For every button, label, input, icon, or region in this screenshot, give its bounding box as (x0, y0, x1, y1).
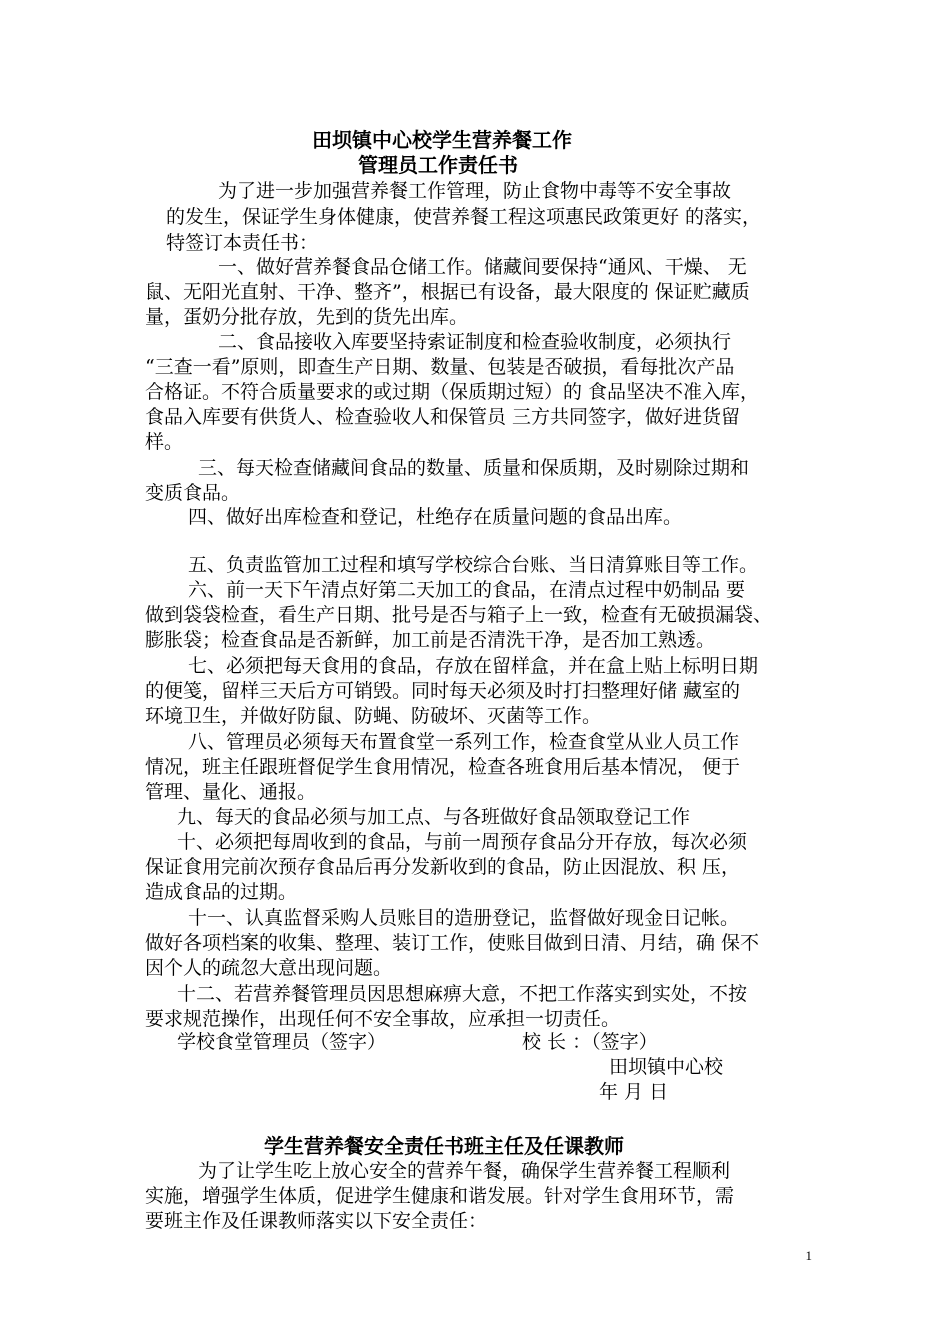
item-9-line: 九、每天的食品必须与加工点、与各班做好食品领取登记工作 (177, 806, 691, 828)
item-10-line: 十、必须把每周收到的食品，与前一周预存食品分开存放，每次必须 (177, 831, 748, 853)
item-12-line: 十二、若营养餐管理员因思想麻痹大意，不把工作落实到实处，不按 (177, 983, 748, 1005)
title-line-1: 田坝镇中心校学生营养餐工作 (312, 128, 572, 152)
item-2-line: “三查一看”原则，即查生产日期、数量、包装是否破损，看每批次产品 (145, 356, 735, 378)
item-6-line: 做到袋袋检查，看生产日期、批号是否与箱子上一致，检查有无破损漏袋、 (145, 604, 773, 626)
section-2-line: 要班主作及任课教师落实以下安全责任： (145, 1210, 488, 1232)
item-7-line: 七、必须把每天食用的食品，存放在留样盒，并在盒上贴上标明日期 (188, 655, 759, 677)
date-line: 年 月 日 (599, 1081, 669, 1103)
item-7-line: 的便笺，留样三天后方可销毁。同时每天必须及时打扫整理好储 藏室的 (145, 680, 741, 702)
item-3-line: 变质食品。 (145, 482, 241, 504)
item-8-line: 八、管理员必须每天布置食堂一系列工作，检查食堂从业人员工作 (188, 731, 740, 753)
item-1-line: 量，蛋奶分批存放，先到的货先出库。 (145, 306, 469, 328)
item-4-line: 四、做好出库检查和登记，杜绝存在质量问题的食品出库。 (188, 506, 683, 528)
section-2-line: 为了让学生吃上放心安全的营养午餐，确保学生营养餐工程顺利 (198, 1160, 731, 1182)
intro-line: 为了进一步加强营养餐工作管理，防止食物中毒等不安全事故 (218, 180, 732, 202)
item-2-line: 样。 (145, 431, 184, 453)
organization-name: 田坝镇中心校 (609, 1056, 724, 1078)
item-2-line: 二、食品接收入库要坚持索证制度和检查验收制度，必须执行 (218, 331, 732, 353)
section-2-line: 实施，增强学生体质，促进学生健康和谐发展。针对学生食用环节，需 (145, 1185, 735, 1207)
item-1-line: 一、做好营养餐食品仓储工作。储藏间要保持“通风、干燥、 无 (218, 256, 747, 278)
item-11-line: 做好各项档案的收集、整理、装订工作，使账目做到日清、月结，确 保不 (145, 932, 760, 954)
intro-line: 的发生，保证学生身体健康，使营养餐工程这项惠民政策更好 的落实， (166, 206, 762, 228)
item-11-line: 因个人的疏忽大意出现问题。 (145, 957, 393, 979)
signature-label-principal: 校 长 ：（签字） (522, 1031, 658, 1053)
item-3-line: 三、每天检查储藏间食品的数量、质量和保质期，及时剔除过期和 (198, 457, 750, 479)
section-2-title: 学生营养餐安全责任书班主任及任课教师 (264, 1134, 624, 1158)
item-2-line: 合格证。不符合质量要求的或过期（保质期过短）的 食品坚决不准入库， (145, 381, 760, 403)
item-1-line: 鼠、无阳光直射、干净、整齐”，根据已有设备，最大限度的 保证贮藏质 (145, 281, 750, 303)
item-5-line: 五、负责监管加工过程和填写学校综合台账、当日清算账目等工作。 (188, 554, 759, 576)
item-10-line: 保证食用完前次预存食品后再分发新收到的食品，防止因混放、积 压， (145, 856, 741, 878)
item-10-line: 造成食品的过期。 (145, 881, 298, 903)
item-8-line: 情况，班主任跟班督促学生食用情况，检查各班食用后基本情况， 便于 (145, 756, 741, 778)
item-8-line: 管理、量化、通报。 (145, 781, 317, 803)
signature-label-manager: 学校食堂管理员（签字） (177, 1031, 387, 1053)
item-6-line: 膨胀袋；检查食品是否新鲜，加工前是否清洗干净，是否加工熟透。 (145, 629, 716, 651)
item-11-line: 十一、认真监督采购人员账目的造册登记，监督做好现金日记帐。 (188, 907, 740, 929)
item-12-line: 要求规范操作，出现任何不安全事故，应承担一切责任。 (145, 1008, 621, 1030)
item-6-line: 六、前一天下午清点好第二天加工的食品，在清点过程中奶制品 要 (188, 579, 746, 601)
page-number: 1 (805, 1248, 812, 1263)
item-7-line: 环境卫生，并做好防鼠、防蝇、防破坏、灭菌等工作。 (145, 705, 602, 727)
intro-line: 特签订本责任书： (166, 232, 319, 254)
title-line-2: 管理员工作责任书 (358, 153, 518, 177)
item-2-line: 食品入库要有供货人、检查验收人和保管员 三方共同签字，做好进货留 (145, 406, 741, 428)
